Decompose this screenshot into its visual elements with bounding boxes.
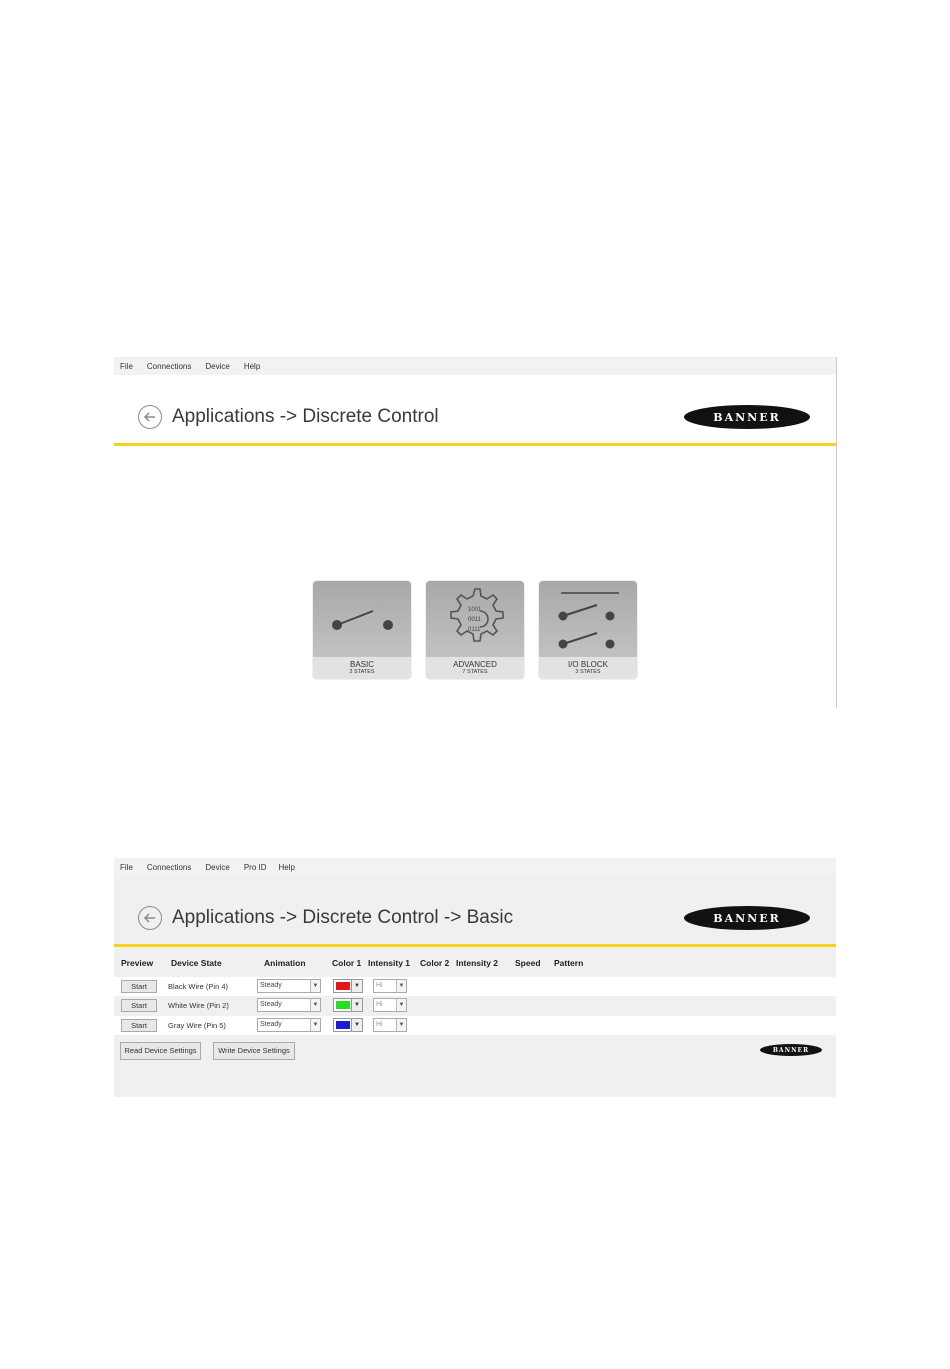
screenshot-discrete-basic	[114, 858, 836, 1097]
col-color-1: Color 1	[332, 958, 362, 968]
header-accent-line	[114, 443, 836, 446]
start-button[interactable]: Start	[121, 980, 157, 993]
col-color-2: Color 2	[420, 958, 450, 968]
chevron-down-icon: ▼	[396, 1019, 406, 1031]
chevron-down-icon: ▼	[310, 980, 320, 992]
start-button[interactable]: Start	[121, 1019, 157, 1032]
tile-io-block-label-area	[539, 657, 637, 679]
banner-logo-small: BANNER	[760, 1044, 822, 1056]
banner-logo: BANNER	[684, 405, 810, 429]
col-device-state: Device State	[171, 958, 222, 968]
menu-file[interactable]: File	[120, 862, 133, 872]
col-animation: Animation	[264, 958, 306, 968]
tile-basic[interactable]	[313, 581, 411, 679]
gear-binary-icon	[426, 581, 524, 657]
animation-value: Steady	[260, 1021, 282, 1028]
intensity-1-select[interactable]	[373, 979, 407, 993]
color-1-picker[interactable]	[333, 979, 363, 993]
intensity-value: Hi	[376, 1021, 383, 1028]
tile-basic-label-area	[313, 657, 411, 679]
animation-value: Steady	[260, 982, 282, 989]
page-header	[114, 382, 836, 452]
page-title: Applications -> Discrete Control -> Basic	[172, 907, 514, 928]
table-row	[114, 1016, 836, 1035]
device-state-label: White Wire (Pin 2)	[168, 1001, 229, 1010]
chevron-down-icon: ▼	[310, 1019, 320, 1031]
chevron-down-icon: ▼	[310, 999, 320, 1011]
col-intensity-1: Intensity 1	[368, 958, 411, 968]
tile-basic-states: 3 STATES	[349, 669, 375, 675]
menu-bar	[114, 357, 836, 375]
col-pattern: Pattern	[554, 958, 584, 968]
read-device-settings-button[interactable]: Read Device Settings	[120, 1042, 201, 1060]
table-row	[114, 977, 836, 996]
gear-text-1: 1001	[468, 607, 482, 613]
col-speed: Speed	[515, 958, 541, 968]
gear-text-3: 0111	[468, 627, 481, 633]
menu-help[interactable]: Help	[243, 361, 261, 371]
page-title: Applications -> Discrete Control	[172, 406, 439, 427]
arrow-left-icon	[143, 410, 157, 424]
color-swatch	[336, 1001, 350, 1009]
intensity-1-select[interactable]	[373, 998, 407, 1012]
arrow-left-icon	[143, 911, 157, 925]
io-block-icon	[539, 581, 637, 657]
animation-select[interactable]	[257, 998, 321, 1012]
page-header	[114, 883, 836, 953]
chevron-down-icon: ▼	[396, 999, 406, 1011]
color-swatch	[336, 1021, 350, 1029]
menu-connections[interactable]: Connections	[146, 361, 192, 371]
device-state-label: Gray Wire (Pin 5)	[168, 1021, 226, 1030]
chevron-down-icon: ▼	[351, 1019, 362, 1031]
tile-io-block-states: 3 STATES	[575, 669, 601, 675]
intensity-value: Hi	[376, 982, 383, 989]
gear-text-2: 0011	[468, 617, 481, 623]
animation-select[interactable]	[257, 979, 321, 993]
menu-bar	[114, 858, 836, 876]
tile-advanced-label-area	[426, 657, 524, 679]
menu-help[interactable]: Help	[278, 862, 295, 872]
screenshot-discrete-control	[114, 357, 837, 708]
chevron-down-icon: ▼	[396, 980, 406, 992]
col-intensity-2: Intensity 2	[456, 958, 499, 968]
table-row	[114, 996, 836, 1015]
color-1-picker[interactable]	[333, 1018, 363, 1032]
back-button[interactable]	[138, 405, 162, 429]
intensity-value: Hi	[376, 1001, 383, 1008]
tile-io-block[interactable]	[539, 581, 637, 679]
animation-value: Steady	[260, 1001, 282, 1008]
col-preview: Preview	[121, 958, 154, 968]
menu-device[interactable]: Device	[205, 361, 230, 371]
chevron-down-icon: ▼	[351, 999, 362, 1011]
header-accent-line	[114, 944, 836, 947]
tile-basic-label: BASIC	[349, 660, 374, 669]
menu-file[interactable]: File	[120, 361, 133, 371]
menu-pro-id[interactable]: Pro ID	[243, 862, 267, 872]
start-button[interactable]: Start	[121, 999, 157, 1012]
tile-io-block-label: I/O BLOCK	[567, 660, 608, 669]
write-device-settings-button[interactable]: Write Device Settings	[213, 1042, 295, 1060]
tile-advanced-states: 7 STATES	[462, 669, 488, 675]
tile-advanced-label: ADVANCED	[453, 660, 497, 669]
device-state-label: Black Wire (Pin 4)	[168, 982, 229, 991]
menu-connections[interactable]: Connections	[146, 862, 192, 872]
animation-select[interactable]	[257, 1018, 321, 1032]
intensity-1-select[interactable]	[373, 1018, 407, 1032]
back-button[interactable]	[138, 906, 162, 930]
tile-advanced[interactable]	[426, 581, 524, 679]
switch-icon	[313, 581, 411, 657]
chevron-down-icon: ▼	[351, 980, 362, 992]
color-swatch	[336, 982, 350, 990]
color-1-picker[interactable]	[333, 998, 363, 1012]
banner-logo: BANNER	[684, 906, 810, 930]
menu-device[interactable]: Device	[205, 862, 230, 872]
